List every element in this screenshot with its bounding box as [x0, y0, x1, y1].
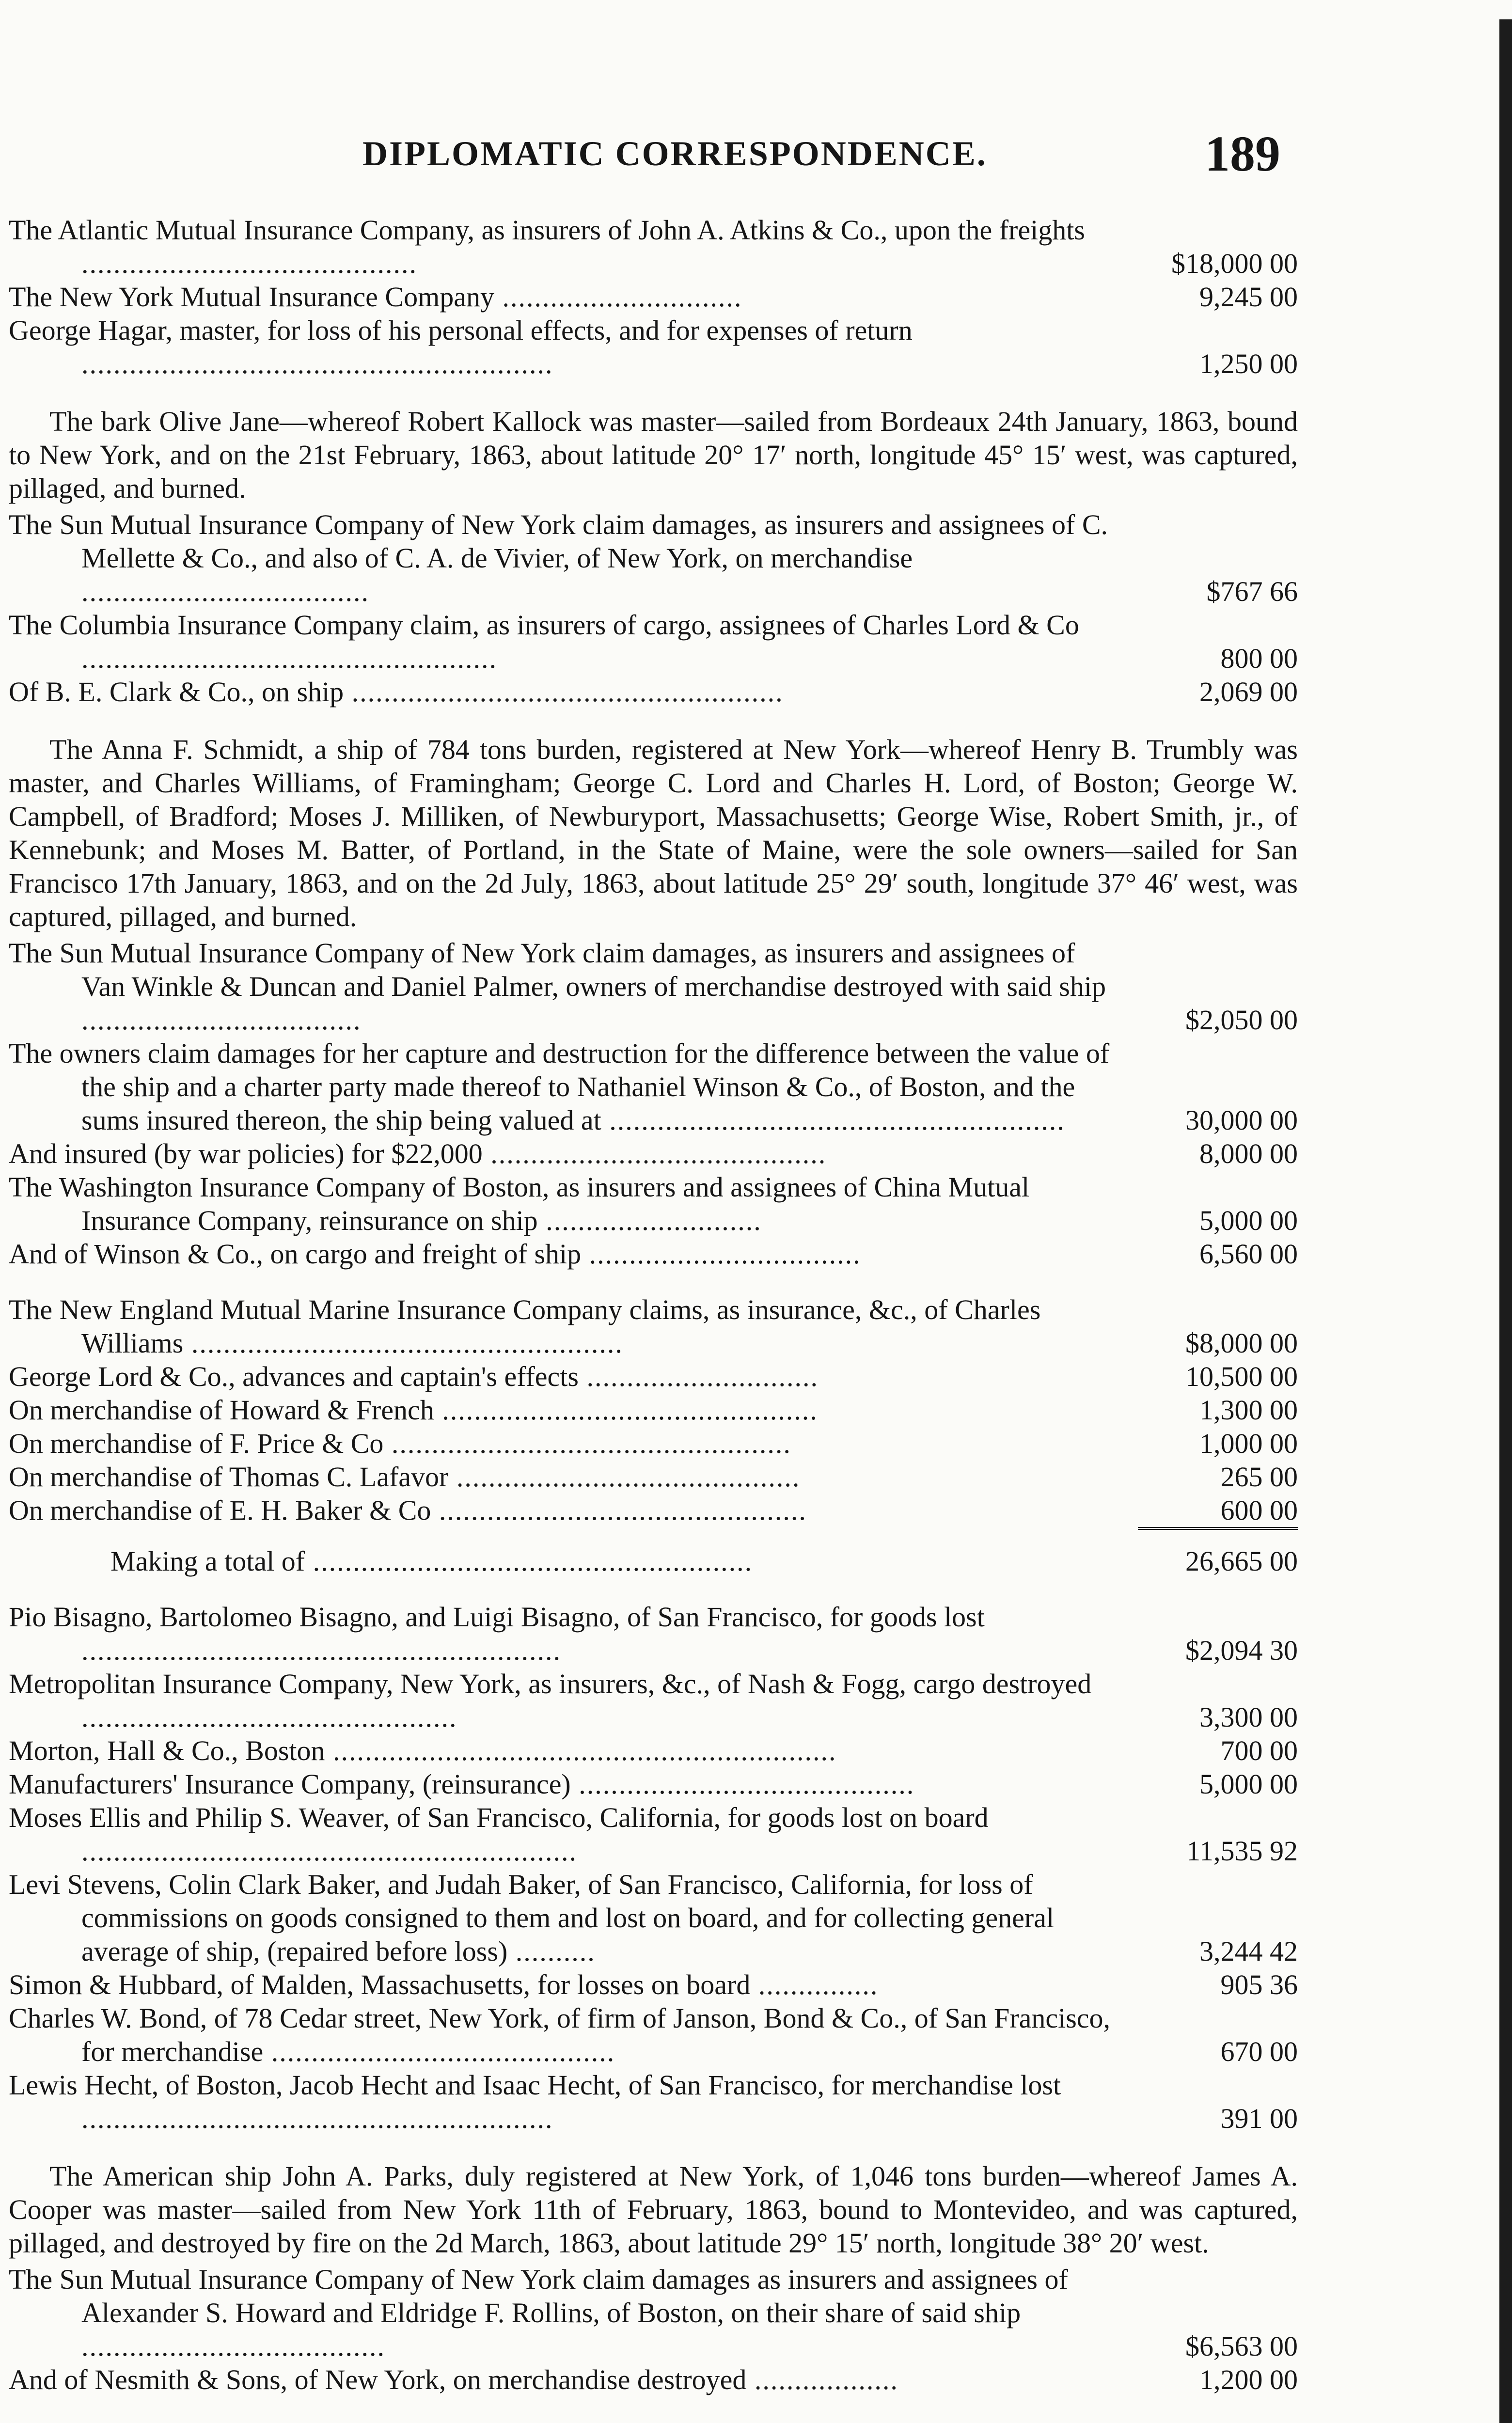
claim-amount: 1,200 00 — [1199, 2364, 1298, 2395]
claim-text: Manufacturers' Insurance Company, (reinsurance) — [9, 1768, 571, 1800]
claim-text: The Sun Mutual Insurance Company of New York claim damages, as insurers and assignees of C. Mellette & Co., and also of C. A. de Vivier, of New York, on merchandise — [9, 509, 1108, 574]
claim-amount: 600 00 — [1220, 1495, 1298, 1526]
claim-amount: 10,500 00 — [1185, 1361, 1298, 1392]
claim-entry: On merchandise of Howard & French ............................................... 1,300 00 — [9, 1394, 1298, 1426]
claims-list-anna-schmidt — [9, 936, 1298, 1271]
claim-entry: And of Winson & Co., on cargo and freight of ship .................................. 6,560 00 — [9, 1238, 1298, 1270]
claim-text: And of Nesmith & Sons, of New York, on merchandise destroyed — [9, 2364, 747, 2395]
claim-amount: 700 00 — [1220, 1735, 1298, 1766]
claim-text: Levi Stevens, Colin Clark Baker, and Judah Baker, of San Francisco, California, for loss of commissions on goods consigned to them and lost on board, and for collecting general average of ship, (repaired before loss) — [9, 1869, 1055, 1967]
claim-text: The New England Mutual Marine Insurance Company claims, as insurance, &c., of Charles Williams — [9, 1294, 1041, 1359]
claim-text: Metropolitan Insurance Company, New York, as insurers, &c., of Nash & Fogg, cargo destroyed — [9, 1668, 1092, 1699]
claim-amount: 265 00 — [1220, 1461, 1298, 1493]
claim-entry: The Sun Mutual Insurance Company of New York claim damages, as insurers and assignees of Van Winkle & Duncan and Daniel Palmer, owners of merchandise destroyed with said ship ................................... $2,050 00 — [9, 937, 1298, 1036]
claim-amount: 670 00 — [1220, 2036, 1298, 2067]
claim-entry: Moses Ellis and Philip S. Weaver, of San Francisco, California, for goods lost on board .............................................................. 11,535 92 — [9, 1802, 1298, 1867]
total-rule — [9, 1527, 1298, 1534]
claim-entry: Levi Stevens, Colin Clark Baker, and Judah Baker, of San Francisco, California, for loss of commissions on goods consigned to them and lost on board, and for collecting general average of ship, (repaired before loss) .......... 3,244 42 — [9, 1869, 1298, 1967]
document-page — [9, 0, 1298, 2423]
claim-amount: 8,000 00 — [1199, 1138, 1298, 1169]
claim-amount: $2,050 00 — [1185, 1004, 1298, 1036]
paragraph-anna-schmidt: The Anna F. Schmidt, a ship of 784 tons burden, registered at New York—whereof Henry B. Trumbly was master, and Charles Williams, of Framingham; George C. Lord and Charles H. Lord, of Boston; George W. Campbell, of Bradford; Moses J. Milliken, of Newburyport, Massachusetts; George Wise, Robert Smith, jr., of Kennebunk; and Moses M. Batter, of Portland, in the State of Maine, were the sole owners—sailed for San Francisco 17th January, 1863, and on the 2d July, 1863, about latitude 25° 29′ south, longitude 37° 46′ west, was captured, pillaged, and burned. — [9, 734, 1298, 932]
claim-amount: $2,094 30 — [1185, 1635, 1298, 1666]
claim-text: Morton, Hall & Co., Boston — [9, 1735, 325, 1766]
claim-text: On merchandise of Howard & French — [9, 1394, 434, 1426]
claim-entry: The New England Mutual Marine Insurance Company claims, as insurance, &c., of Charles Williams ...................................................... $8,000 00 — [9, 1294, 1298, 1359]
claim-amount: 905 36 — [1220, 1969, 1298, 2000]
claim-text: Moses Ellis and Philip S. Weaver, of San Francisco, California, for goods lost on board — [9, 1802, 989, 1833]
claim-text: The New York Mutual Insurance Company — [9, 281, 494, 313]
claim-text: Lewis Hecht, of Boston, Jacob Hecht and Isaac Hecht, of San Francisco, for merchandise lost — [9, 2069, 1061, 2101]
claims-list-new-england — [9, 1293, 1298, 1578]
claim-entry: Lewis Hecht, of Boston, Jacob Hecht and Isaac Hecht, of San Francisco, for merchandise lost ........................................................... 391 00 — [9, 2069, 1298, 2134]
claim-amount: 1,300 00 — [1199, 1394, 1298, 1426]
claim-text: The Columbia Insurance Company claim, as insurers of cargo, assignees of Charles Lord & Co — [9, 609, 1079, 641]
claims-list-olive-jane — [9, 508, 1298, 708]
claims-list-john-parks — [9, 2263, 1298, 2396]
claim-text: On merchandise of E. H. Baker & Co — [9, 1495, 431, 1526]
claim-entry: The Sun Mutual Insurance Company of New York claim damages as insurers and assignees of Alexander S. Howard and Eldridge F. Rollins, of Boston, on their share of said ship ...................................... $6,563 00 — [9, 2264, 1298, 2362]
claim-entry: On merchandise of E. H. Baker & Co .............................................. 600 00 — [9, 1495, 1298, 1526]
claim-entry: Metropolitan Insurance Company, New York, as insurers, &c., of Nash & Fogg, cargo destroyed ............................................... 3,300 00 — [9, 1668, 1298, 1733]
claim-text: Charles W. Bond, of 78 Cedar street, New York, of firm of Janson, Bond & Co., of San Francisco, for merchandise — [9, 2002, 1111, 2067]
claims-list-individuals — [9, 1600, 1298, 2135]
claim-text: George Hagar, master, for loss of his personal effects, and for expenses of return — [9, 315, 913, 346]
claim-text: On merchandise of Thomas C. Lafavor — [9, 1461, 449, 1493]
claim-text: Simon & Hubbard, of Malden, Massachusetts, for losses on board — [9, 1969, 751, 2000]
claim-amount: 3,300 00 — [1199, 1701, 1298, 1733]
claim-amount: 5,000 00 — [1199, 1205, 1298, 1236]
claim-entry: The Washington Insurance Company of Boston, as insurers and assignees of China Mutual Insurance Company, reinsurance on ship ........................... 5,000 00 — [9, 1171, 1298, 1236]
claim-text: And insured (by war policies) for $22,000 — [9, 1138, 483, 1169]
claim-entry: Charles W. Bond, of 78 Cedar street, New York, of firm of Janson, Bond & Co., of San Francisco, for merchandise ........................................... 670 00 — [9, 2002, 1298, 2067]
page-content — [9, 213, 1298, 2396]
paragraph-john-parks: The American ship John A. Parks, duly registered at New York, of 1,046 tons burden—whereof James A. Cooper was master—sailed from New York 11th of February, 1863, bound to Montevideo, and was captured, pillaged, and destroyed by fire on the 2d March, 1863, about latitude 29° 15′ north, longitude 38° 20′ west. — [9, 2160, 1298, 2259]
running-title: DIPLOMATIC CORRESPONDENCE. — [362, 134, 987, 173]
total-entry: Making a total of ....................................................... 26,665 00 — [110, 1545, 1298, 1577]
claim-entry: The Sun Mutual Insurance Company of New York claim damages, as insurers and assignees of C. Mellette & Co., and also of C. A. de Vivier, of New York, on merchandise .................................... $767 66 — [9, 509, 1298, 607]
total-label: Making a total of — [110, 1545, 305, 1577]
claim-entry: Morton, Hall & Co., Boston ............................................................... 700 00 — [9, 1735, 1298, 1766]
claim-entry: Of B. E. Clark & Co., on ship ...................................................... 2,069 00 — [9, 676, 1298, 708]
claim-amount: 11,535 92 — [1186, 1835, 1298, 1867]
claim-amount: $18,000 00 — [1171, 248, 1298, 279]
claim-amount: 30,000 00 — [1185, 1104, 1298, 1136]
claim-text: Pio Bisagno, Bartolomeo Bisagno, and Luigi Bisagno, of San Francisco, for goods lost — [9, 1601, 985, 1633]
paragraph-olive-jane: The bark Olive Jane—whereof Robert Kallock was master—sailed from Bordeaux 24th January, 1863, bound to New York, and on the 21st February, 1863, about latitude 20° 17′ north, longitude 45° 15′ west, was captured, pillaged, and burned. — [9, 406, 1298, 504]
claim-text: And of Winson & Co., on cargo and freight of ship — [9, 1238, 582, 1270]
claim-text: The Sun Mutual Insurance Company of New York claim damages as insurers and assignees of Alexander S. Howard and Eldridge F. Rollins, of Boston, on their share of said ship — [9, 2264, 1068, 2329]
claim-amount: 1,000 00 — [1199, 1428, 1298, 1459]
claim-entry: George Hagar, master, for loss of his personal effects, and for expenses of return ........................................................... 1,250 00 — [9, 315, 1298, 379]
claim-entry: The Columbia Insurance Company claim, as insurers of cargo, assignees of Charles Lord & Co .................................................... 800 00 — [9, 609, 1298, 674]
claim-amount: $6,563 00 — [1185, 2330, 1298, 2362]
claim-amount: 9,245 00 — [1199, 281, 1298, 313]
claim-amount: 3,244 42 — [1199, 1935, 1298, 1967]
claim-entry: The New York Mutual Insurance Company .............................. 9,245 00 — [9, 281, 1298, 313]
claim-amount: 2,069 00 — [1199, 676, 1298, 708]
claim-entry: And of Nesmith & Sons, of New York, on merchandise destroyed .................. 1,200 00 — [9, 2364, 1298, 2395]
page-header — [9, 125, 1298, 188]
claim-entry: The Atlantic Mutual Insurance Company, as insurers of John A. Atkins & Co., upon the freights .......................................... $18,000 00 — [9, 214, 1298, 279]
claim-entry: On merchandise of Thomas C. Lafavor ........................................... 265 00 — [9, 1461, 1298, 1493]
page-edge-shadow — [1499, 19, 1512, 2423]
claim-amount: $767 66 — [1206, 576, 1298, 607]
claim-text: The Sun Mutual Insurance Company of New York claim damages, as insurers and assignees of Van Winkle & Duncan and Daniel Palmer, owners of merchandise destroyed with said ship — [9, 937, 1106, 1002]
claims-list-atlantic — [9, 213, 1298, 380]
claim-text: The Washington Insurance Company of Boston, as insurers and assignees of China Mutual Insurance Company, reinsurance on ship — [9, 1171, 1030, 1236]
claim-amount: 5,000 00 — [1199, 1768, 1298, 1800]
claim-entry: The owners claim damages for her capture and destruction for the difference between the value of the ship and a charter party made thereof to Nathaniel Winson & Co., of Boston, and the sums insured thereon, the ship being valued at ......................................................... 30,000 00 — [9, 1038, 1298, 1136]
claim-text: The owners claim damages for her capture and destruction for the difference between the value of the ship and a charter party made thereof to Nathaniel Winson & Co., of Boston, and the sums insured thereon, the ship being valued at — [9, 1038, 1110, 1136]
claim-text: George Lord & Co., advances and captain's effects — [9, 1361, 579, 1392]
claim-amount: 391 00 — [1220, 2103, 1298, 2134]
claim-amount: $8,000 00 — [1185, 1327, 1298, 1359]
claim-text: On merchandise of F. Price & Co — [9, 1428, 384, 1459]
claim-entry: And insured (by war policies) for $22,000 .......................................... 8,000 00 — [9, 1138, 1298, 1169]
page-number: 189 — [1205, 126, 1280, 182]
claim-amount: 1,250 00 — [1199, 348, 1298, 379]
claim-entry: Manufacturers' Insurance Company, (reinsurance) .......................................... 5,000 00 — [9, 1768, 1298, 1800]
claim-entry: George Lord & Co., advances and captain's effects ............................. 10,500 00 — [9, 1361, 1298, 1392]
claim-text: The Atlantic Mutual Insurance Company, as insurers of John A. Atkins & Co., upon the freights — [9, 214, 1085, 246]
total-amount: 26,665 00 — [1185, 1545, 1298, 1577]
claim-entry: On merchandise of F. Price & Co .................................................. 1,000 00 — [9, 1428, 1298, 1459]
claim-amount: 800 00 — [1220, 643, 1298, 674]
claim-entry: Simon & Hubbard, of Malden, Massachusetts, for losses on board ............... 905 36 — [9, 1969, 1298, 2000]
claim-amount: 6,560 00 — [1199, 1238, 1298, 1270]
claim-text: Of B. E. Clark & Co., on ship — [9, 676, 344, 708]
claim-entry: Pio Bisagno, Bartolomeo Bisagno, and Luigi Bisagno, of San Francisco, for goods lost ............................................................ $2,094 30 — [9, 1601, 1298, 1666]
